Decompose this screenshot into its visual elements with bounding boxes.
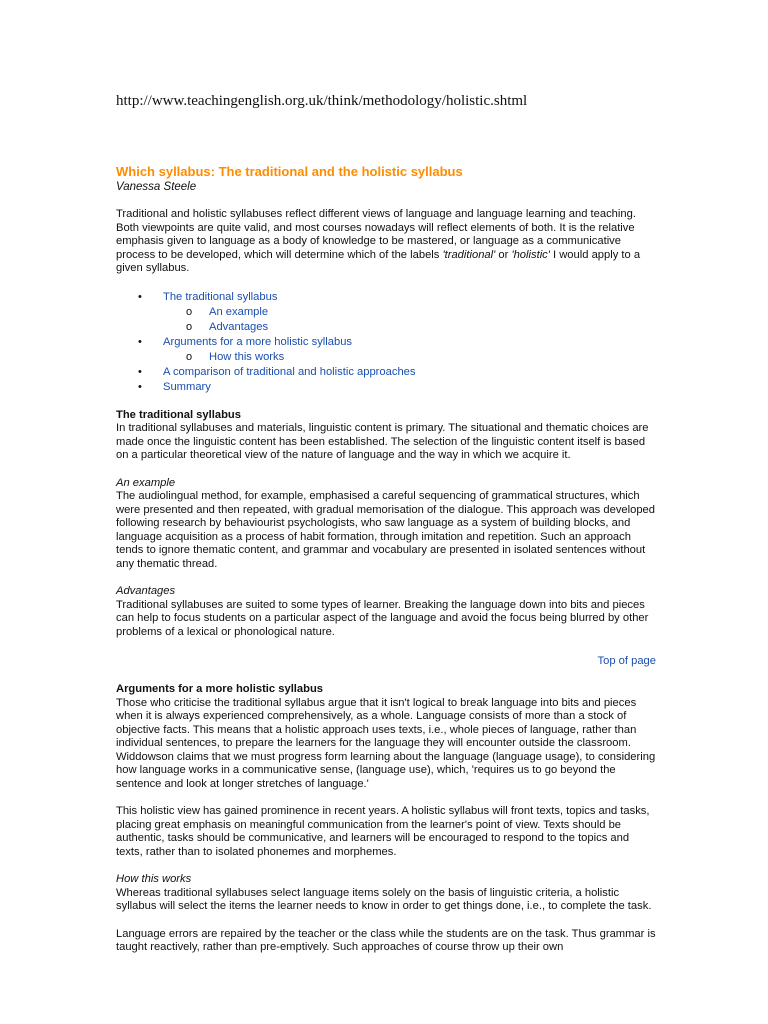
section-heading-holistic: Arguments for a more holistic syllabus (116, 683, 324, 695)
toc-item-how-this-works[interactable]: o How this works (186, 350, 285, 363)
toc-item-traditional-syllabus[interactable]: • The traditional syllabus (138, 290, 278, 303)
example-paragraph: The audiolingual method, for example, emphasised a careful sequencing of grammatical structures, which were presented and then repeated, with gradual memorisation of the dialogue. This approach was developed following research by behaviourist psychologists, who saw language as a system of building blocks, and language acquisition as a process of habit formation, through imitation and repetition. Such an approach tends to ignore thematic content, and grammar and vocabulary are presented in isolated sentences without any thematic thread. (116, 490, 656, 570)
table-of-contents (116, 290, 656, 395)
holistic-paragraph-1: Those who criticise the traditional syllabus argue that it isn't logical to break language into bits and pieces when it is always experienced comprehensively, as a whole. Language consists of more than a stock of objective facts. This means that a holistic approach uses texts, i.e., whole pieces of language, rather than individual sentences, to prepare the learners for the language they will encounter outside the classroom. Widdowson claims that we must progress form learning about the language (language usage), to considering how language works in a communicative sense, (language use), which, 'requires us to go beyond the sentence and look at longer stretches of language.' (116, 696, 656, 790)
bullet-icon: • (138, 365, 142, 378)
holistic-paragraph-2: This holistic view has gained prominence in recent years. A holistic syllabus will front texts, topics and tasks, placing great emphasis on meaningful communication from the learner's point of view. Texts should be authentic, tasks should be communicative, and learners will be encouraged to respond to the topics and texts, rather than to isolated phonemes and morphemes. (116, 805, 650, 858)
toc-item-summary[interactable]: • Summary (138, 380, 211, 393)
source-url: http://www.teachingenglish.org.uk/think/methodology/holistic.shtml (116, 93, 528, 109)
advantages-paragraph: Traditional syllabuses are suited to some types of learner. Breaking the language down into bits and pieces can help to focus students on a particular aspect of the language and avoid the focus being blurred by other problems of a lexical or phonological nature. (116, 598, 649, 638)
article-title: Which syllabus: The traditional and the holistic syllabus (116, 164, 463, 179)
toc-item-comparison[interactable]: • A comparison of traditional and holistic approaches (138, 365, 416, 378)
subheading-example: An example (116, 476, 176, 489)
circle-bullet-icon: o (186, 350, 193, 363)
toc-item-advantages[interactable]: o Advantages (186, 320, 269, 333)
errors-paragraph: Language errors are repaired by the teacher or the class while the students are on the task. Thus grammar is taught reactively, rather than pre-emptively. Such approaches of course throw up their own (116, 927, 656, 953)
section-heading-traditional: The traditional syllabus (116, 408, 241, 421)
subheading-how-this-works: How this works (116, 873, 192, 885)
bullet-icon: • (138, 290, 142, 303)
top-of-page-link[interactable]: Top of page (597, 655, 656, 667)
toc-item-holistic-arguments[interactable]: • Arguments for a more holistic syllabus (138, 335, 353, 348)
circle-bullet-icon: o (186, 320, 193, 333)
article (116, 164, 656, 955)
circle-bullet-icon: o (186, 305, 193, 318)
intro-paragraph: Traditional and holistic syllabuses reflect different views of language and language learning and teaching. Both viewpoints are quite valid, and most courses nowadays will reflect elements of both. It is the relative emphasis given to language as a body of knowledge to be mastered, or language as a communicative process to be developed, which will determine which of the labels 'traditional' or 'holistic' I would apply to a given syllabus. (116, 208, 641, 274)
traditional-paragraph: In traditional syllabuses and materials, linguistic content is primary. The situational and thematic choices are made once the linguistic content has been established. The selection of the linguistic content itself is based on a particular theoretical view of the nature of language and the way in which we acquire it. (116, 422, 649, 461)
subheading-advantages: Advantages (116, 585, 176, 597)
how-this-works-paragraph: Whereas traditional syllabuses select language items solely on the basis of linguistic criteria, a holistic syllabus will select the items the learner needs to know in order to get things done, i.e., to complete the task. (116, 886, 652, 912)
article-author: Vanessa Steele (116, 181, 197, 193)
toc-item-an-example[interactable]: o An example (186, 305, 269, 318)
bullet-icon: • (138, 335, 142, 348)
bullet-icon: • (138, 380, 142, 393)
